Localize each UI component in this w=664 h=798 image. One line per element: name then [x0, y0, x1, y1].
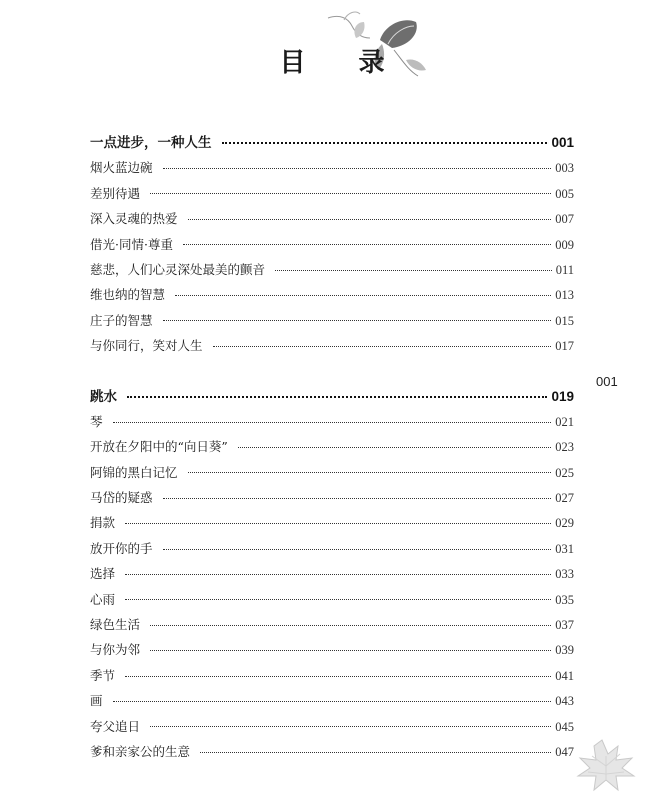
leader-dots [125, 522, 551, 524]
chapter-entry[interactable] [90, 384, 574, 409]
leader-dots [200, 751, 551, 753]
toc-entry[interactable] [90, 155, 574, 180]
leader-dots [150, 624, 551, 626]
entry-title: 马岱的疑惑 [90, 490, 153, 506]
toc-entry[interactable] [90, 561, 574, 586]
entry-page: 043 [555, 694, 574, 709]
entry-page: 013 [555, 288, 574, 303]
leader-dots [150, 192, 551, 194]
entry-page: 003 [555, 161, 574, 176]
entry-title: 放开你的手 [90, 540, 153, 556]
entry-title: 画 [90, 693, 103, 709]
toc-entry[interactable] [90, 232, 574, 257]
entry-title: 绿色生活 [90, 617, 141, 633]
leader-dots [113, 421, 552, 423]
toc-entry[interactable] [90, 282, 574, 307]
entry-title: 捐款 [90, 515, 116, 531]
chapter-title: 一点进步，一种人生 [90, 135, 212, 150]
toc-entry[interactable] [90, 434, 574, 459]
toc-entry[interactable] [90, 536, 574, 561]
entry-title: 爹和亲家公的生意 [90, 743, 191, 759]
entry-page: 015 [555, 313, 574, 328]
leader-dots [183, 243, 551, 245]
entry-page: 035 [555, 592, 574, 607]
entry-page: 027 [555, 491, 574, 506]
toc-entry[interactable] [90, 637, 574, 662]
entry-page: 021 [555, 414, 574, 429]
table-of-contents [90, 130, 574, 764]
leader-dots [125, 573, 551, 575]
entry-page: 023 [555, 440, 574, 455]
leader-dots [150, 725, 551, 727]
leader-dots [113, 700, 552, 702]
chapter-entry[interactable] [90, 130, 574, 155]
entry-title: 借光·同情·尊重 [90, 236, 173, 252]
chapter-title: 跳水 [90, 388, 117, 404]
leader-dots [275, 269, 552, 271]
entry-title: 与你同行，笑对人生 [90, 338, 203, 354]
entry-title: 季节 [90, 667, 116, 683]
entry-title: 阿锦的黑白记忆 [90, 464, 178, 480]
entry-page: 033 [555, 567, 574, 582]
entry-title: 差别待遇 [90, 185, 141, 201]
toc-entry[interactable] [90, 409, 574, 434]
toc-entry[interactable] [90, 612, 574, 637]
entry-page: 041 [555, 668, 574, 683]
entry-title: 与你为邻 [90, 642, 141, 658]
entry-page: 047 [555, 744, 574, 759]
entry-page: 017 [555, 339, 574, 354]
entry-page: 007 [555, 212, 574, 227]
page-title: 目 录 [279, 48, 407, 78]
toc-entry[interactable] [90, 510, 574, 535]
entry-title: 夸父追日 [90, 718, 141, 734]
leader-dots [188, 471, 552, 473]
leader-dots [163, 497, 552, 499]
leader-dots [188, 218, 552, 220]
leader-dots [213, 345, 552, 347]
entry-page: 005 [555, 186, 574, 201]
toc-entry[interactable] [90, 688, 574, 713]
toc-entry[interactable] [90, 739, 574, 764]
entry-page: 011 [555, 262, 574, 277]
entry-page: 045 [555, 719, 574, 734]
leader-dots [150, 649, 551, 651]
entry-page: 025 [555, 465, 574, 480]
toc-entry[interactable] [90, 206, 574, 231]
entry-page: 029 [555, 516, 574, 531]
entry-title: 琴 [90, 413, 103, 429]
entry-title: 心雨 [90, 591, 116, 607]
entry-title: 深入灵魂的热爱 [90, 211, 178, 227]
toc-entry[interactable] [90, 587, 574, 612]
maple-leaf-illustration [572, 734, 644, 794]
toc-entry[interactable] [90, 308, 574, 333]
leader-dots [163, 167, 552, 169]
entry-title: 烟火蓝边碗 [90, 160, 153, 176]
leader-dots [175, 294, 551, 296]
leader-dots [163, 319, 552, 321]
leader-dots [238, 446, 551, 448]
entry-title: 庄子的智慧 [90, 312, 153, 328]
page-number: 001 [596, 374, 618, 389]
chapter-page: 001 [551, 135, 574, 150]
entry-page: 009 [555, 237, 574, 252]
chapter-page: 019 [551, 388, 574, 404]
leader-dots [125, 675, 551, 677]
leader-dots [125, 598, 551, 600]
entry-page: 037 [555, 618, 574, 633]
toc-entry[interactable] [90, 663, 574, 688]
toc-entry[interactable] [90, 714, 574, 739]
toc-entry[interactable] [90, 460, 574, 485]
toc-entry[interactable] [90, 333, 574, 358]
leader-dots [163, 548, 552, 550]
entry-page: 031 [555, 541, 574, 556]
leader-dots [222, 141, 548, 144]
entry-page: 039 [555, 643, 574, 658]
entry-title: 慈悲，人们心灵深处最美的颤音 [90, 261, 266, 277]
entry-title: 开放在夕阳中的“向日葵” [90, 439, 228, 455]
toc-entry[interactable] [90, 257, 574, 282]
entry-title: 选择 [90, 566, 116, 582]
leader-dots [127, 395, 547, 398]
toc-entry[interactable] [90, 181, 574, 206]
toc-entry[interactable] [90, 485, 574, 510]
entry-title: 维也纳的智慧 [90, 287, 166, 303]
section-gap [90, 359, 574, 384]
